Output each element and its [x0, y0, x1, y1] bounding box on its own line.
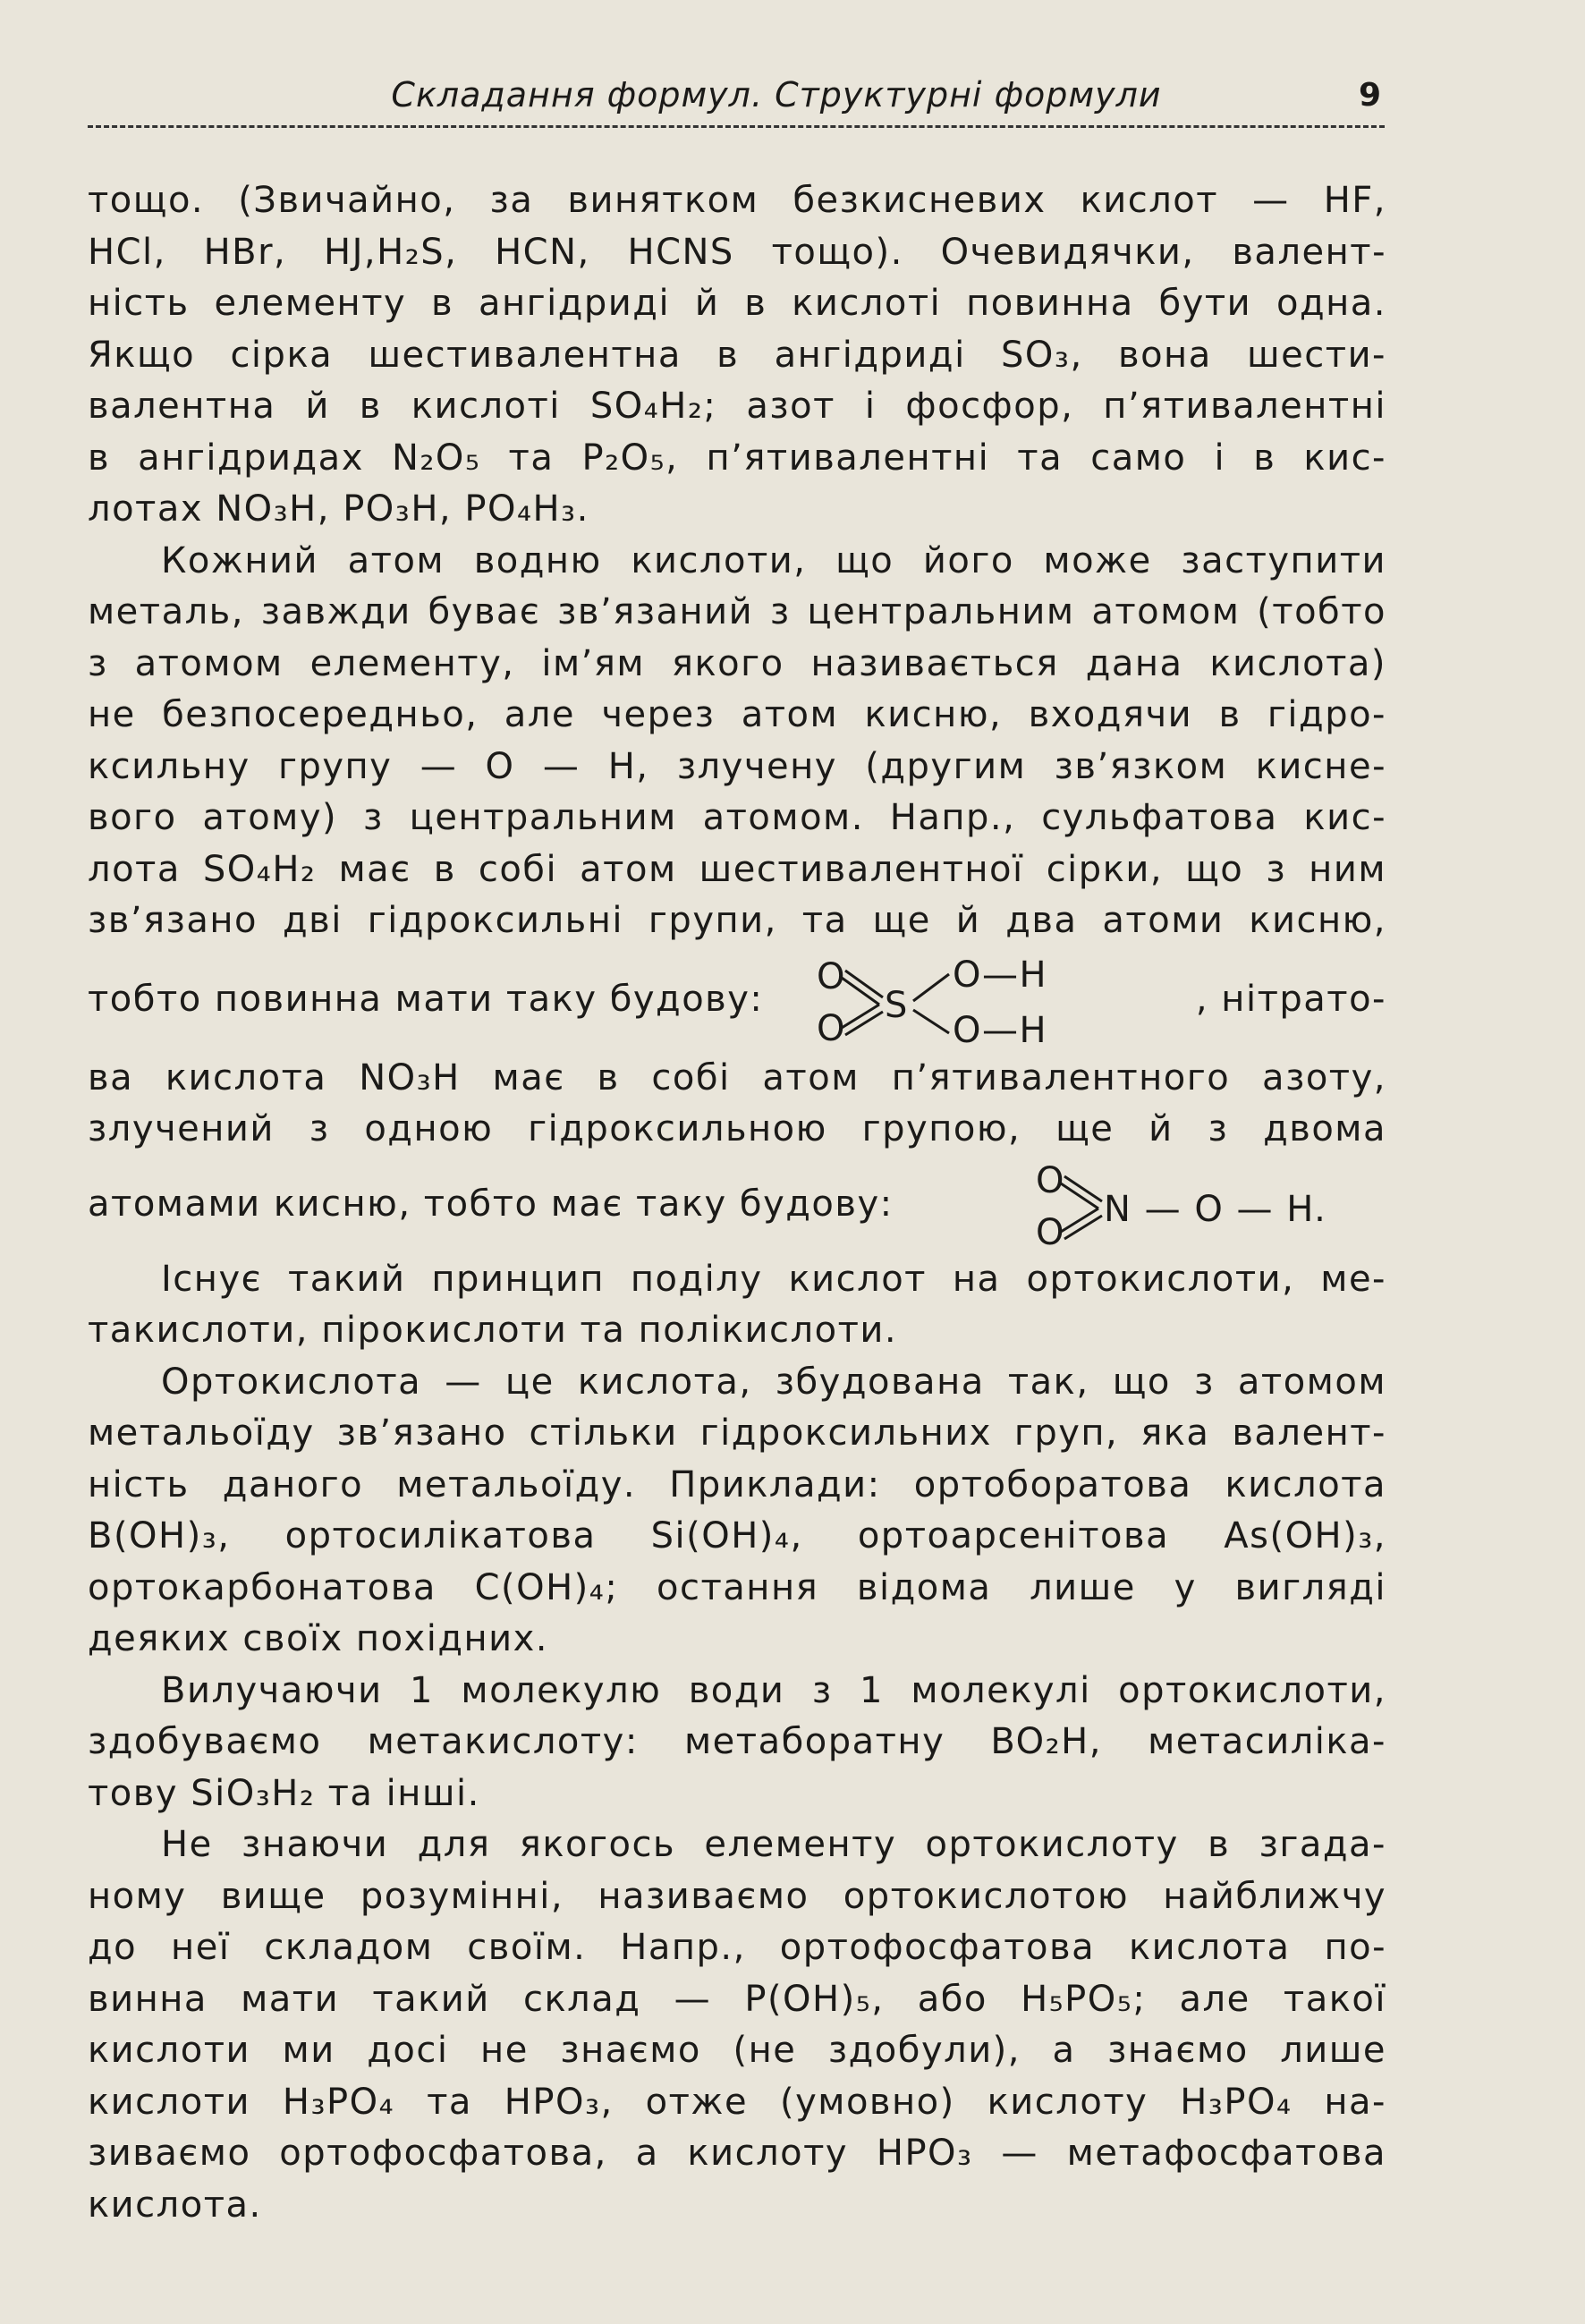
text-line: ортокарбонатова C(OH)₄; остання відома лише у вигляді [88, 1566, 1386, 1608]
single-bond-line [913, 974, 949, 1001]
text-line: металь, завжди буває зв’язаний з центральним атомом (тобто [88, 591, 1386, 632]
oxygen-top-atom: O [1036, 1159, 1065, 1201]
text-line: метальоїду зв’язано стільки гідроксильних груп, яка валент- [88, 1412, 1386, 1454]
text-line: Існує такий принцип поділу кислот на ортокислоти, ме- [161, 1258, 1386, 1300]
text-line: здобуваємо метакислоту: метаборатну BO₂H, метасиліка- [88, 1721, 1386, 1762]
text-line: лота SO₄H₂ має в собі атом шестивалентної сірки, що з ним [88, 848, 1386, 890]
formula-line-nitric [88, 1156, 1386, 1254]
text-line: HCl, HBr, HJ,H₂S, HCN, HCNS тощо). Очевидячки, валент- [88, 231, 1386, 273]
oxygen-bottom-atom: O [1036, 1211, 1065, 1251]
text-line: з атомом елементу, ім’ям якого називається дана кислота) [88, 642, 1386, 684]
page-body [88, 175, 1386, 2231]
text-line: кислота. [88, 2184, 262, 2226]
oxygen-bottom-atom: O [817, 1007, 847, 1049]
sulfuric-acid-structure [809, 951, 1149, 1049]
text-line: в ангідридах N₂O₅ та P₂O₅, п’ятивалентні та само і в кис- [88, 437, 1386, 479]
text-line: ному вище розумінні, називаємо ортокислотою найближчу [88, 1875, 1386, 1917]
sulfur-atom: S [885, 984, 910, 1026]
text-line: злучений з одною гідроксильною групою, ще й з двома [88, 1108, 1386, 1149]
text-line: ність даного метальоїду. Приклади: ортоборатова кислота [88, 1463, 1386, 1506]
formula-lead-text: тобто повинна мати таку будову: [88, 978, 764, 1020]
text-line: не безпосередньо, але через атом кисню, входячи в гідро- [88, 694, 1386, 735]
text-line: Не знаючи для якогось елементу ортокислоту в згада- [161, 1824, 1386, 1865]
text-line: B(OH)₃, ортосилікатова Si(OH)₄, ортоарсенітова As(OH)₃, [88, 1515, 1386, 1556]
formula-line-sulfuric [88, 947, 1386, 1053]
text-line: такислоти, пірокислоти та полікислоти. [88, 1310, 898, 1351]
running-title: Складання формул. Структурні формули [391, 75, 1162, 115]
formula-lead-text: атомами кисню, тобто має таку будову: [88, 1183, 894, 1225]
text-line: Вилучаючи 1 молекулю води з 1 молекулі ортокислоти, [161, 1669, 1386, 1711]
text-line: винна мати такий склад — P(OH)₅, або H₅PO₅; але такої [88, 1978, 1386, 2020]
text-line: вого атому) з центральним атомом. Напр., сульфатова кис- [88, 797, 1386, 838]
text-line: ність елементу в ангідриді й в кислоті повинна бути одна. [88, 283, 1386, 324]
text-line: деяких своїх похідних. [88, 1618, 549, 1659]
hydroxyl-top-group: O—H [953, 954, 1048, 996]
text-line: ксильну групу — O — H, злучену (другим зв’язком кисне- [88, 745, 1386, 787]
text-line: ва кислота NO₃H має в собі атом п’ятивалентного азоту, [88, 1056, 1386, 1098]
text-line: Якщо сірка шестивалентна в ангідриді SO₃, вона шести- [88, 334, 1386, 376]
text-line: Ортокислота — це кислота, збудована так, що з атомом [161, 1361, 1386, 1403]
page-header [88, 63, 1385, 128]
page-number: 9 [1358, 77, 1381, 114]
text-line: тощо. (Звичайно, за винятком безкисневих кислот — HF, [88, 180, 1386, 221]
formula-trail-text: , нітрато- [1195, 978, 1386, 1020]
text-line: до неї складом своїм. Напр., ортофосфатова кислота по- [88, 1927, 1386, 1968]
text-line: зв’язано дві гідроксильні групи, та ще й два атоми кисню, [88, 900, 1386, 941]
nitric-acid-structure [1029, 1158, 1386, 1251]
text-line: кислоти ми досі не знаємо (не здобули), а знаємо лише [88, 2030, 1386, 2071]
single-bond-line [913, 1010, 949, 1033]
nitrogen-hydroxyl-chain: N — O — H. [1104, 1188, 1327, 1230]
text-line: тову SiO₃H₂ та інші. [88, 1772, 480, 1814]
text-line: кислоти H₃PO₄ та HPO₃, отже (умовно) кислоту H₃PO₄ на- [88, 2081, 1386, 2123]
hydroxyl-bottom-group: O—H [953, 1009, 1048, 1049]
text-line: валентна й в кислоті SO₄H₂; азот і фосфор, п’ятивалентні [88, 386, 1386, 427]
text-line: лотах NO₃H, PO₃H, PO₄H₃. [88, 488, 589, 530]
text-line: Кожний атом водню кислоти, що його може заступити [161, 539, 1386, 581]
oxygen-top-atom: O [817, 955, 847, 997]
text-line: зиваємо ортофосфатова, а кислоту HPO₃ — метафосфатова [88, 2133, 1386, 2174]
